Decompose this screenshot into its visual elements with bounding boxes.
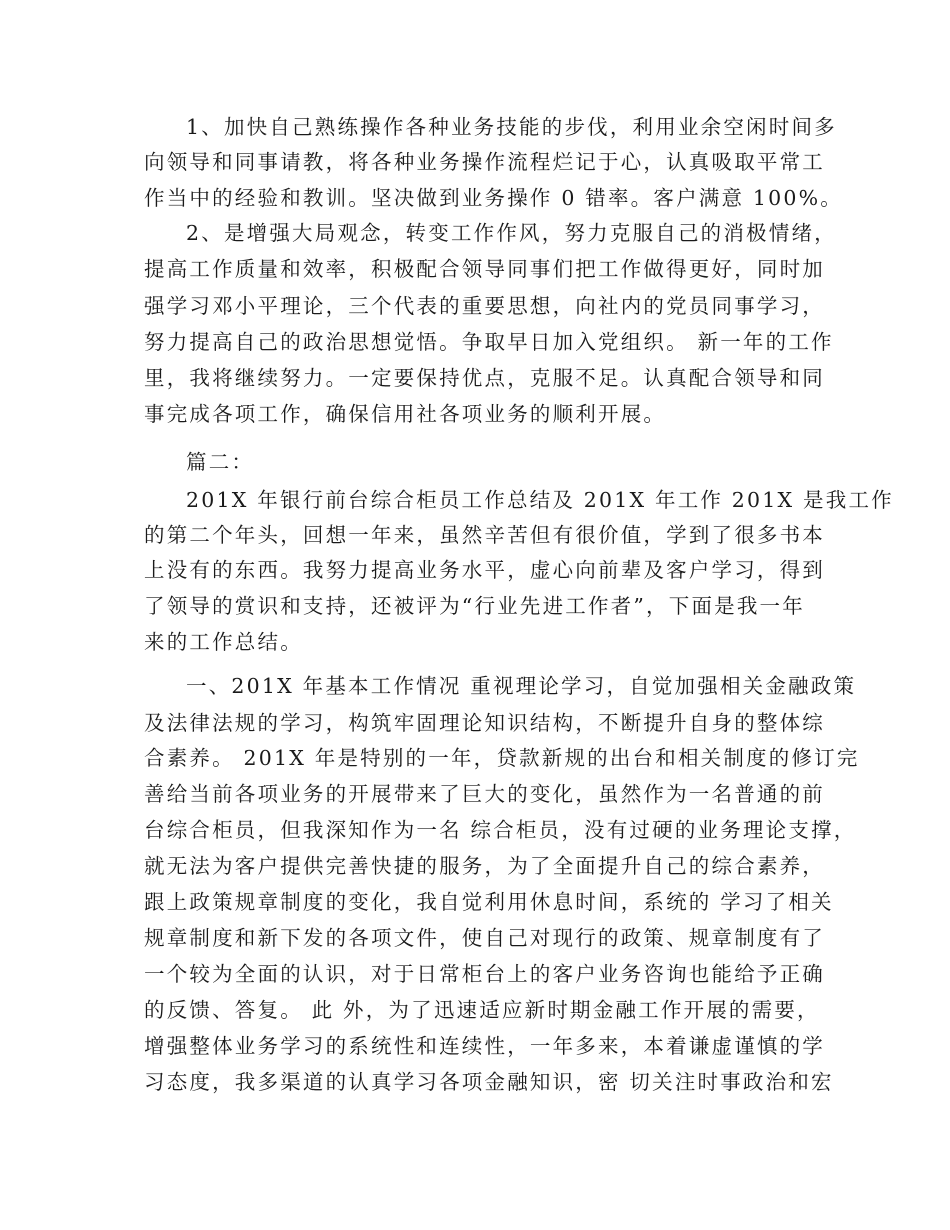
text-line: 台综合柜员，但我深知作为一名 综合柜员，没有过硬的业务理论支撑， [144, 818, 857, 842]
text-line: 习态度，我多渠道的认真学习各项金融知识，密 切关注时事政治和宏 [144, 1070, 834, 1094]
text-line: 事完成各项工作，确保信用社各项业务的顺利开展。 [144, 402, 667, 426]
text-line: 增强整体业务学习的系统性和连续性，一年多来，本着谦虚谨慎的学 [144, 1034, 825, 1058]
text-line: 来的工作总结。 [144, 630, 303, 654]
text-line: 一、201X 年基本工作情况 重视理论学习，自觉加强相关金融政策 [186, 674, 857, 698]
text-line: 的反馈、答复。 此 外，为了迅速适应新时期金融工作开展的需要， [144, 998, 820, 1022]
text-line: 合素养。 201X 年是特别的一年，贷款新规的出台和相关制度的修订完 [144, 746, 860, 770]
text-line: 了领导的赏识和支持，还被评为“行业先进工作者”，下面是我一年 [144, 594, 805, 618]
text-line: 2、是增强大局观念，转变工作作风，努力克服自己的消极情绪， [186, 221, 837, 245]
text-line: 作当中的经验和教训。坚决做到业务操作 0 错率。客户满意 100%。 [144, 186, 843, 210]
text-line: 努力提高自己的政治思想觉悟。争取早日加入党组织。 新一年的工作 [144, 330, 834, 354]
text-line: 强学习邓小平理论，三个代表的重要思想，向社内的党员同事学习， [144, 294, 825, 318]
text-line: 上没有的东西。我努力提高业务水平，虚心向前辈及客户学习，得到 [144, 558, 825, 582]
text-line: 跟上政策规章制度的变化，我自觉利用休息时间，系统的 学习了相关 [144, 890, 834, 914]
text-line: 向领导和同事请教，将各种业务操作流程烂记于心，认真吸取平常工 [144, 150, 825, 174]
text-line: 里，我将继续努力。一定要保持优点，克服不足。认真配合领导和同 [144, 366, 825, 390]
text-line: 善给当前各项业务的开展带来了巨大的变化，虽然作为一名普通的前 [144, 782, 825, 806]
section-heading: 篇二： [186, 450, 255, 474]
text-line: 就无法为客户提供完善快捷的服务，为了全面提升自己的综合素养， [144, 854, 825, 878]
text-line: 及法律法规的学习，构筑牢固理论知识结构，不断提升自身的整体综 [144, 711, 825, 735]
text-line: 的第二个年头，回想一年来，虽然辛苦但有很价值，学到了很多书本 [144, 523, 825, 547]
text-line: 一个较为全面的认识，对于日常柜台上的客户业务咨询也能给予正确 [144, 962, 825, 986]
text-line: 201X 年银行前台综合柜员工作总结及 201X 年工作 201X 是我工作 [186, 488, 894, 512]
text-line: 规章制度和新下发的各项文件，使自己对现行的政策、规章制度有了 [144, 926, 825, 950]
text-line: 1、加快自己熟练操作各种业务技能的步伐，利用业余空闲时间多 [186, 115, 837, 139]
text-line: 提高工作质量和效率，积极配合领导同事们把工作做得更好，同时加 [144, 257, 825, 281]
